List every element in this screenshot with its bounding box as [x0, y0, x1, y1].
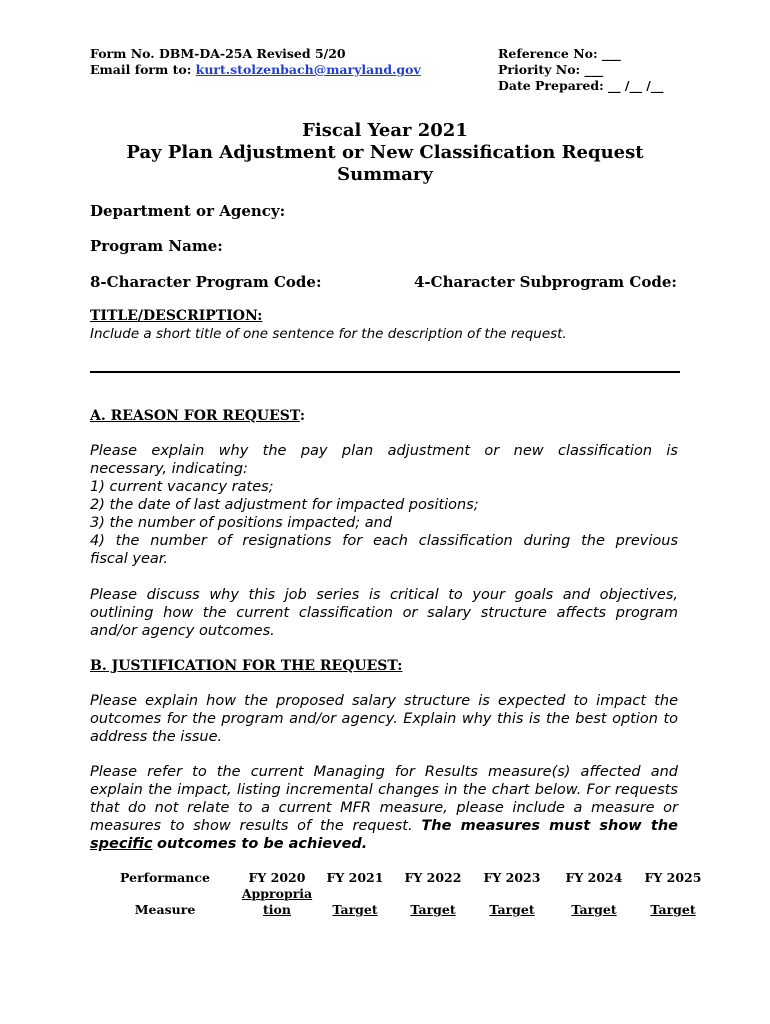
section-b-p2-text: Please refer to the current Managing for Results measure(s) affected and explain the impact, listing incremental changes in the chart below. For requests that do not relate to a current MFR measure, please include a measure or measures to show results of the request. [90, 764, 678, 834]
section-b-paragraph-1: Please explain how the proposed salary structure is expected to impact the outcomes for the program and/or agency. Explain why this is the best option to address the issue. [90, 693, 678, 745]
email-link[interactable]: kurt.stolzenbach@maryland.gov [195, 62, 421, 77]
email-prefix: Email form to: [90, 62, 196, 77]
title-line-1: Fiscal Year 2021 [302, 120, 468, 141]
col-measure: Measure [134, 902, 196, 917]
col-target: Target [410, 902, 456, 917]
reference-number: Reference No: ___ [498, 46, 621, 61]
subprogram-code-label: 4-Character Subprogram Code: [414, 273, 677, 291]
section-a-title: A. REASON FOR REQUEST [90, 408, 300, 424]
doc-title [90, 120, 680, 186]
col-target: Target [489, 902, 535, 917]
col-year: FY 2021 [326, 870, 384, 885]
col-fy2023 [479, 870, 545, 918]
col-fy2022 [400, 870, 466, 918]
date-prepared: Date Prepared: __ /__ /__ [498, 78, 664, 93]
divider-line [90, 371, 680, 373]
col-fy2020 [237, 870, 317, 918]
section-a-colon: : [299, 408, 305, 424]
program-name-label: Program Name: [90, 237, 223, 255]
section-b-p2-emphasis-b: outcomes to be achieved. [157, 836, 368, 852]
col-year: FY 2023 [483, 870, 541, 885]
list-item: 2) the date of last adjustment for impacted positions; [90, 497, 479, 513]
col-target: Target [332, 902, 378, 917]
col-year: FY 2022 [404, 870, 462, 885]
section-b-p2-emphasis-specific: specific [90, 836, 153, 852]
section-a-heading [90, 408, 305, 424]
form-number: Form No. DBM-DA-25A Revised 5/20 [90, 46, 346, 61]
title-line-3: Summary [337, 164, 433, 185]
col-year: FY 2024 [565, 870, 623, 885]
col-fy2021 [322, 870, 388, 918]
col-performance: Performance [120, 870, 210, 885]
title-line-2: Pay Plan Adjustment or New Classification Request [126, 142, 644, 163]
col-year: FY 2025 [644, 870, 702, 885]
section-b-paragraph-2 [90, 763, 678, 853]
email-line [90, 62, 421, 78]
col-fy2020-year: FY 2020 [248, 870, 306, 885]
list-item: 1) current vacancy rates; [90, 479, 274, 495]
col-target: Target [571, 902, 617, 917]
col-fy2020-tion: tion [263, 902, 291, 917]
priority-number: Priority No: ___ [498, 62, 604, 77]
col-fy2020-approp: Appropria [241, 886, 313, 901]
department-label: Department or Agency: [90, 202, 286, 220]
list-item: 4) the number of resignations for each classification during the previous [90, 533, 678, 549]
list-item: 3) the number of positions impacted; and [90, 515, 393, 531]
section-a-p1-line1: Please explain why the pay plan adjustment or new classification is [90, 443, 678, 459]
section-a-paragraph-2: Please discuss why this job series is critical to your goals and objectives, outlining how the current classification or salary structure affects program and/or agency outcomes. [90, 587, 678, 639]
col-fy2024 [561, 870, 627, 918]
list-item-continued: fiscal year. [90, 551, 169, 567]
section-a-paragraph-1 [90, 442, 678, 568]
col-target: Target [650, 902, 696, 917]
section-b-heading: B. JUSTIFICATION FOR THE REQUEST: [90, 658, 403, 674]
program-code-label: 8-Character Program Code: [90, 273, 322, 291]
title-description-heading: TITLE/DESCRIPTION: [90, 308, 263, 324]
section-a-p1-line2: necessary, indicating: [90, 461, 248, 477]
section-b-p2-emphasis-a: The measures must show the [421, 818, 679, 834]
title-description-note: Include a short title of one sentence for the description of the request. [90, 326, 567, 342]
col-fy2025 [640, 870, 706, 918]
